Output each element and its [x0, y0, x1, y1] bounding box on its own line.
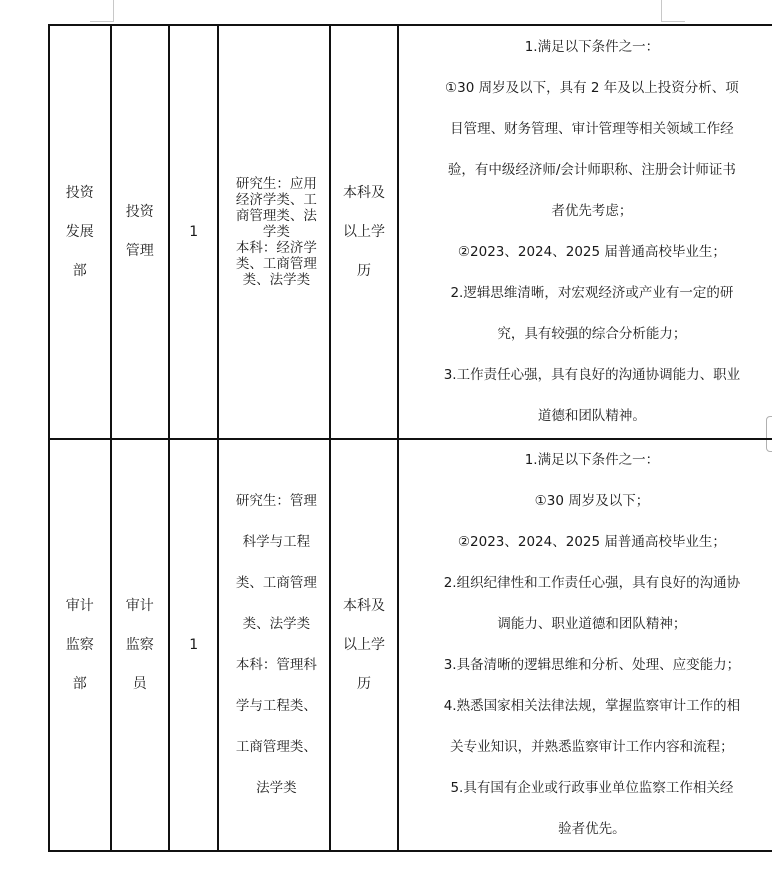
requirement-line: ②2023、2024、2025 届普通高校毕业生； — [457, 244, 726, 260]
requirements-cell — [398, 439, 772, 851]
page-corner-mark-right — [661, 0, 662, 22]
requirement-line: 3.工作责任心强，具有良好的沟通协调能力、职业 — [443, 367, 741, 383]
requirement-line: 2.组织纪律性和工作责任心强，具有良好的沟通协 — [443, 575, 741, 591]
table-row — [49, 25, 772, 439]
requirements-cell — [398, 25, 772, 439]
requirement-line: 2.逻辑思维清晰，对宏观经济或产业有一定的研 — [450, 285, 734, 301]
headcount-cell: 1 — [169, 439, 218, 851]
requirement-line: 关专业知识，并熟悉监察审计工作内容和流程； — [450, 739, 734, 755]
major-cell: 研究生：管理 科学与工程 类、工商管理 类、法学类 本科：管理科 学与工程类、 工商管理类、 法学类 — [218, 439, 330, 851]
requirement-line: 验，有中级经济师/会计师职称、注册会计师证书 — [447, 162, 736, 178]
requirement-line: 1.满足以下条件之一： — [524, 39, 660, 55]
department-cell: 审计 监察 部 — [49, 439, 111, 851]
page-corner-mark-left-h — [90, 21, 114, 22]
requirement-line: 究，具有较强的综合分析能力； — [497, 326, 687, 342]
requirement-line: ①30 周岁及以下； — [534, 493, 650, 509]
education-cell: 本科及 以上学 历 — [330, 25, 398, 439]
department-cell: 投资 发展 部 — [49, 25, 111, 439]
requirement-line: 1.满足以下条件之一： — [524, 452, 660, 468]
requirement-line: 道德和团队精神。 — [537, 408, 646, 424]
page-corner-mark-right-h — [661, 21, 685, 22]
major-cell: 研究生：应用 经济学类、工 商管理类、法 学类 本科：经济学 类、工商管理 类、法学类 — [218, 25, 330, 439]
requirement-line: 验者优先。 — [558, 821, 626, 837]
position-cell: 投资 管理 — [111, 25, 169, 439]
position-cell: 审计 监察 员 — [111, 439, 169, 851]
requirement-line: ②2023、2024、2025 届普通高校毕业生； — [457, 534, 726, 550]
headcount-cell: 1 — [169, 25, 218, 439]
page-corner-mark-left — [113, 0, 114, 22]
requirement-line: 目管理、财务管理、审计管理等相关领域工作经 — [450, 121, 734, 137]
education-cell: 本科及 以上学 历 — [330, 439, 398, 851]
requirement-line: 4.熟悉国家相关法律法规，掌握监察审计工作的相 — [443, 698, 741, 714]
table-row — [49, 439, 772, 851]
requirement-line: 者优先考虑； — [551, 203, 633, 219]
requirement-line: 5.具有国有企业或行政事业单位监察工作相关经 — [450, 780, 734, 796]
requirement-line: 调能力、职业道德和团队精神； — [497, 616, 687, 632]
requirement-line: ①30 周岁及以下，具有 2 年及以上投资分析、项 — [445, 80, 739, 96]
job-requirements-table — [48, 24, 772, 852]
requirement-line: 3.具备清晰的逻辑思维和分析、处理、应变能力； — [443, 657, 741, 673]
